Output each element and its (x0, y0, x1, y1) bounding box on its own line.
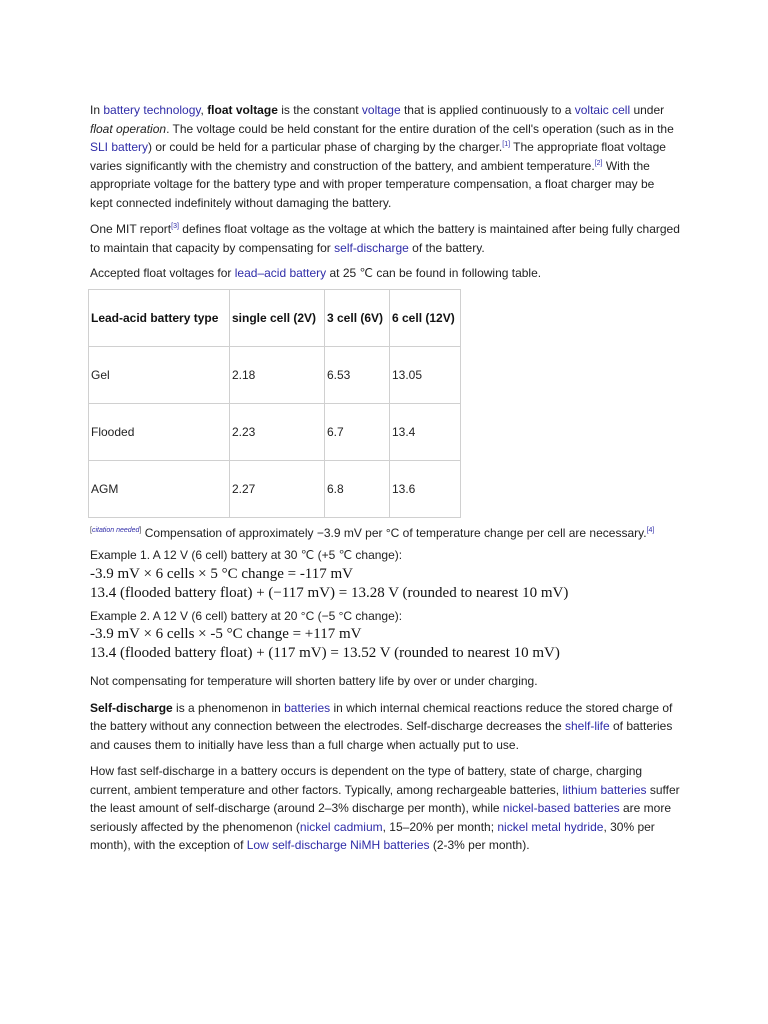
text: . The voltage could be held constant for the entire duration of the cell's operation (such as in the (166, 121, 674, 136)
text: defines float voltage as the voltage at which the battery is maintained after being fully charged to maintain that capacity by compensating for (90, 222, 680, 255)
example-2 (90, 607, 680, 664)
text: The appropriate float voltage varies significantly with the chemistry and construction of the battery, and ambient temperature. (90, 140, 666, 173)
citation-4[interactable] (647, 527, 655, 534)
text: Accepted float voltages for (90, 266, 235, 280)
link-lithium-batteries[interactable]: lithium batteries (562, 782, 647, 797)
table-cell: Gel (89, 346, 230, 403)
bracket: [ (90, 526, 92, 534)
link-self-discharge[interactable]: self-discharge (334, 240, 409, 255)
mit-paragraph (90, 220, 680, 257)
link-voltaic-cell[interactable]: voltaic cell (574, 103, 631, 117)
link-batteries[interactable]: batteries (284, 700, 331, 715)
table-cell: Flooded (89, 403, 230, 460)
citation-needed-link[interactable]: citation needed (91, 526, 140, 534)
table-cell: 13.05 (390, 346, 461, 403)
table-cell: AGM (89, 460, 230, 517)
text: of batteries and causes them to initially have less than a full charge when actually put to use. (90, 719, 673, 752)
column-header-3-cell: 3 cell (6V) (325, 289, 390, 346)
table-cell: 6.7 (325, 403, 390, 460)
column-header-type: Lead-acid battery type (89, 289, 230, 346)
link-battery-technology[interactable]: battery technology (103, 103, 201, 117)
citation-needed (90, 527, 141, 534)
text: is the constant (277, 103, 362, 117)
example-1 (90, 546, 680, 603)
table-row (89, 346, 461, 403)
column-header-single-cell: single cell (2V) (230, 289, 325, 346)
column-header-6-cell: 6 cell (12V) (390, 289, 461, 346)
table-cell: 2.23 (230, 403, 325, 460)
article-body (90, 101, 680, 855)
text: In (90, 103, 104, 117)
link-lead-acid-battery[interactable]: lead–acid battery (234, 266, 327, 280)
citation-1[interactable] (502, 141, 510, 148)
text: of the battery. (408, 240, 485, 255)
bold-float-voltage: float voltage (207, 103, 278, 117)
example-2-equation-1: -3.9 mV × 6 cells × -5 °C change = +117 mV (90, 626, 362, 642)
text: Compensation of approximately −3.9 mV per °C of temperature change per cell are necessary. (141, 525, 647, 540)
text: under (630, 103, 665, 117)
link-nickel-cadmium[interactable]: nickel cadmium (299, 819, 383, 834)
link-nickel-metal-hydride[interactable]: nickel metal hydride (497, 819, 604, 834)
table-cell: 6.8 (325, 460, 390, 517)
link-sli-battery[interactable]: SLI battery (90, 140, 149, 154)
text: How fast self-discharge in a battery occurs is dependent on the type of battery, state of charge, charging current, ambient temperature and other factors. Typically, among rechargeable batteries, (90, 764, 643, 797)
text: suffer the least amount of self-discharge (around 2–3% discharge per month), while (90, 782, 680, 815)
not-compensating-paragraph: Not compensating for temperature will shorten battery life by over or under charging. (90, 674, 538, 688)
table-cell: 13.6 (390, 460, 461, 517)
link-shelf-life[interactable]: shelf-life (564, 719, 610, 733)
text: that is applied continuously to a (400, 103, 575, 117)
table-header-row (89, 289, 461, 346)
citation-2-link[interactable]: [2] (594, 159, 603, 167)
table-cell: 2.27 (230, 460, 325, 517)
text: One MIT report (90, 222, 172, 236)
text: are more seriously affected by the phenomenon ( (90, 801, 671, 834)
rate-paragraph (90, 762, 680, 855)
text: ) or could be held for a particular phase of charging by the charger. (148, 140, 503, 154)
example-1-equation-1: -3.9 mV × 6 cells × 5 °C change = -117 mV (90, 565, 354, 582)
bold-self-discharge: Self-discharge (90, 700, 173, 715)
citation-4-link[interactable]: [4] (646, 526, 655, 534)
float-voltage-table (88, 289, 461, 518)
text: , (200, 103, 208, 117)
compensation-paragraph (90, 524, 680, 543)
text: , 30% per month), with the exception of (90, 819, 655, 852)
table-intro-paragraph (90, 264, 680, 283)
self-discharge-paragraph (90, 699, 680, 755)
example-1-heading: Example 1. A 12 V (6 cell) battery at 30 ℃ (+5 ℃ change): (90, 548, 403, 562)
table-row (89, 403, 461, 460)
table-row (89, 460, 461, 517)
link-voltage[interactable]: voltage (361, 103, 401, 117)
text: With the appropriate voltage for the battery type and with proper temperature compensation, a float charger may be kept connected indefinitely without damaging the battery. (90, 158, 655, 210)
example-1-equation-2: 13.4 (flooded battery float) + (−117 mV) = 13.28 V (rounded to nearest 10 mV) (90, 584, 569, 601)
text: in which internal chemical reactions reduce the stored charge of the battery without any connection between the electrodes. Self-discharge decreases the (90, 700, 673, 733)
table-cell: 13.4 (390, 403, 461, 460)
bracket: ] (139, 526, 142, 534)
text: , 15–20% per month; (382, 819, 498, 834)
table-cell: 6.53 (325, 346, 390, 403)
intro-paragraph (90, 101, 680, 212)
example-2-equation-2: 13.4 (flooded battery float) + (117 mV) = 13.52 V (rounded to nearest 10 mV) (90, 645, 560, 661)
text: is a phenomenon in (172, 700, 285, 715)
link-nickel-based-batteries[interactable]: nickel-based batteries (502, 801, 620, 815)
link-low-self-discharge-nimh[interactable]: Low self-discharge NiMH batteries (246, 838, 430, 852)
citation-2[interactable] (595, 160, 603, 167)
citation-3-link[interactable]: [3] (171, 223, 179, 230)
table-cell: 2.18 (230, 346, 325, 403)
citation-3[interactable] (171, 223, 179, 230)
example-2-heading: Example 2. A 12 V (6 cell) battery at 20 °C (−5 °C change): (90, 608, 403, 623)
text: at 25 ℃ can be found in following table. (326, 266, 542, 280)
text: (2-3% per month). (429, 838, 530, 852)
citation-1-link[interactable]: [1] (502, 141, 511, 148)
italic-float-operation: float operation (90, 121, 167, 136)
